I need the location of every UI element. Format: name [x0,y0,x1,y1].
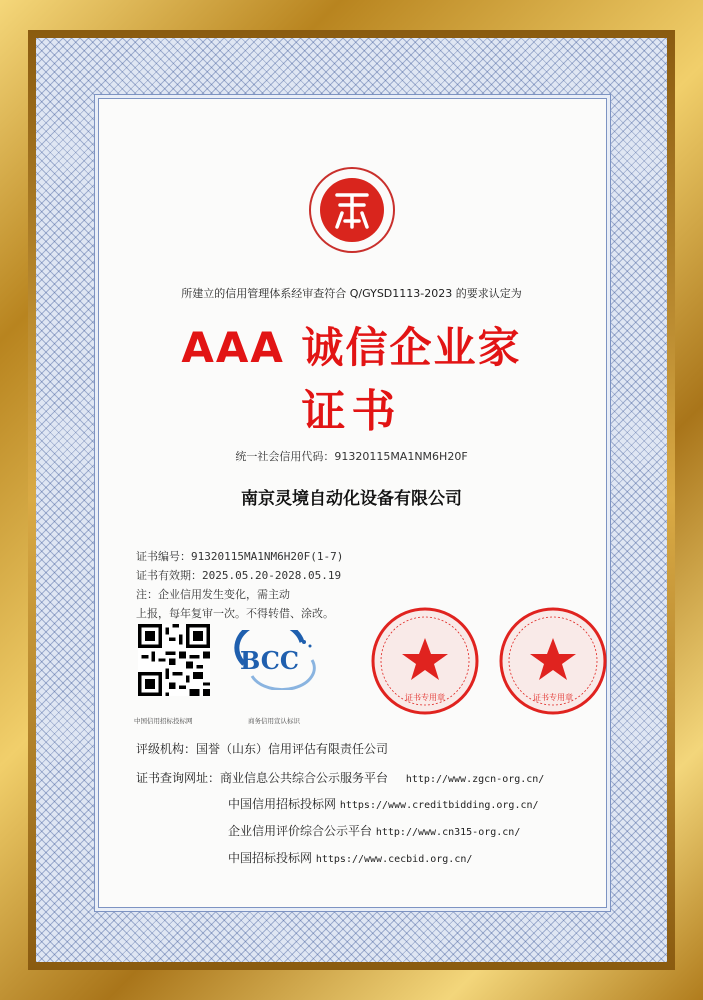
site-url[interactable]: http://www.cn315-org.cn/ [375,827,521,838]
cert-validity: 证书有效期：2025.05.20-2028.05.19 [136,569,342,582]
certificate-title: AAA 诚信企业家 [181,323,522,372]
site-name: 中国招标投标网 [228,851,313,865]
rating-agency: 评级机构：国誉（山东）信用评估有限责任公司 [136,742,389,756]
query-row-4 [228,849,472,866]
certificate-title-line2: 证书 [301,386,402,437]
site-name: 中国信用招标投标网 [228,797,337,811]
qr-caption: 中国信用招标投标网 [134,717,193,725]
credit-code: 统一社会信用代码：91320115MA1NM6H20F [235,450,468,463]
site-name: 商业信息公共综合公示服务平台 [220,771,389,785]
query-row-1 [136,769,544,786]
site-url[interactable]: http://www.zgcn-org.cn/ [405,774,545,785]
query-label: 证书查询网址： [136,771,221,785]
intro-text: 所建立的信用管理体系经审查符合 Q/GYSD1113-2023 的要求认定为 [181,287,522,300]
query-row-3 [228,822,520,839]
company-name: 南京灵境自动化设备有限公司 [241,489,462,509]
site-url[interactable]: https://www.cecbid.org.cn/ [315,854,473,865]
seal1-label: 证书专用章 [405,693,445,702]
seal2-label: 证书专用章 [533,693,573,702]
note-line2: 上报，每年复审一次。不得转借、涂改。 [136,607,334,620]
note-line1: 注：企业信用发生变化，需主动 [136,588,290,601]
site-url[interactable]: https://www.creditbidding.org.cn/ [339,800,539,811]
bcc-caption: 商务信用宣认标识 [248,717,300,725]
emblem-icon [307,165,397,255]
qr-code-icon [138,624,210,696]
query-row-2 [228,795,539,812]
cert-number: 证书编号：91320115MA1NM6H20F(1-7) [136,550,344,563]
bcc-logo-text: BCC [240,646,299,675]
site-name: 企业信用评价综合公示平台 [228,824,373,838]
